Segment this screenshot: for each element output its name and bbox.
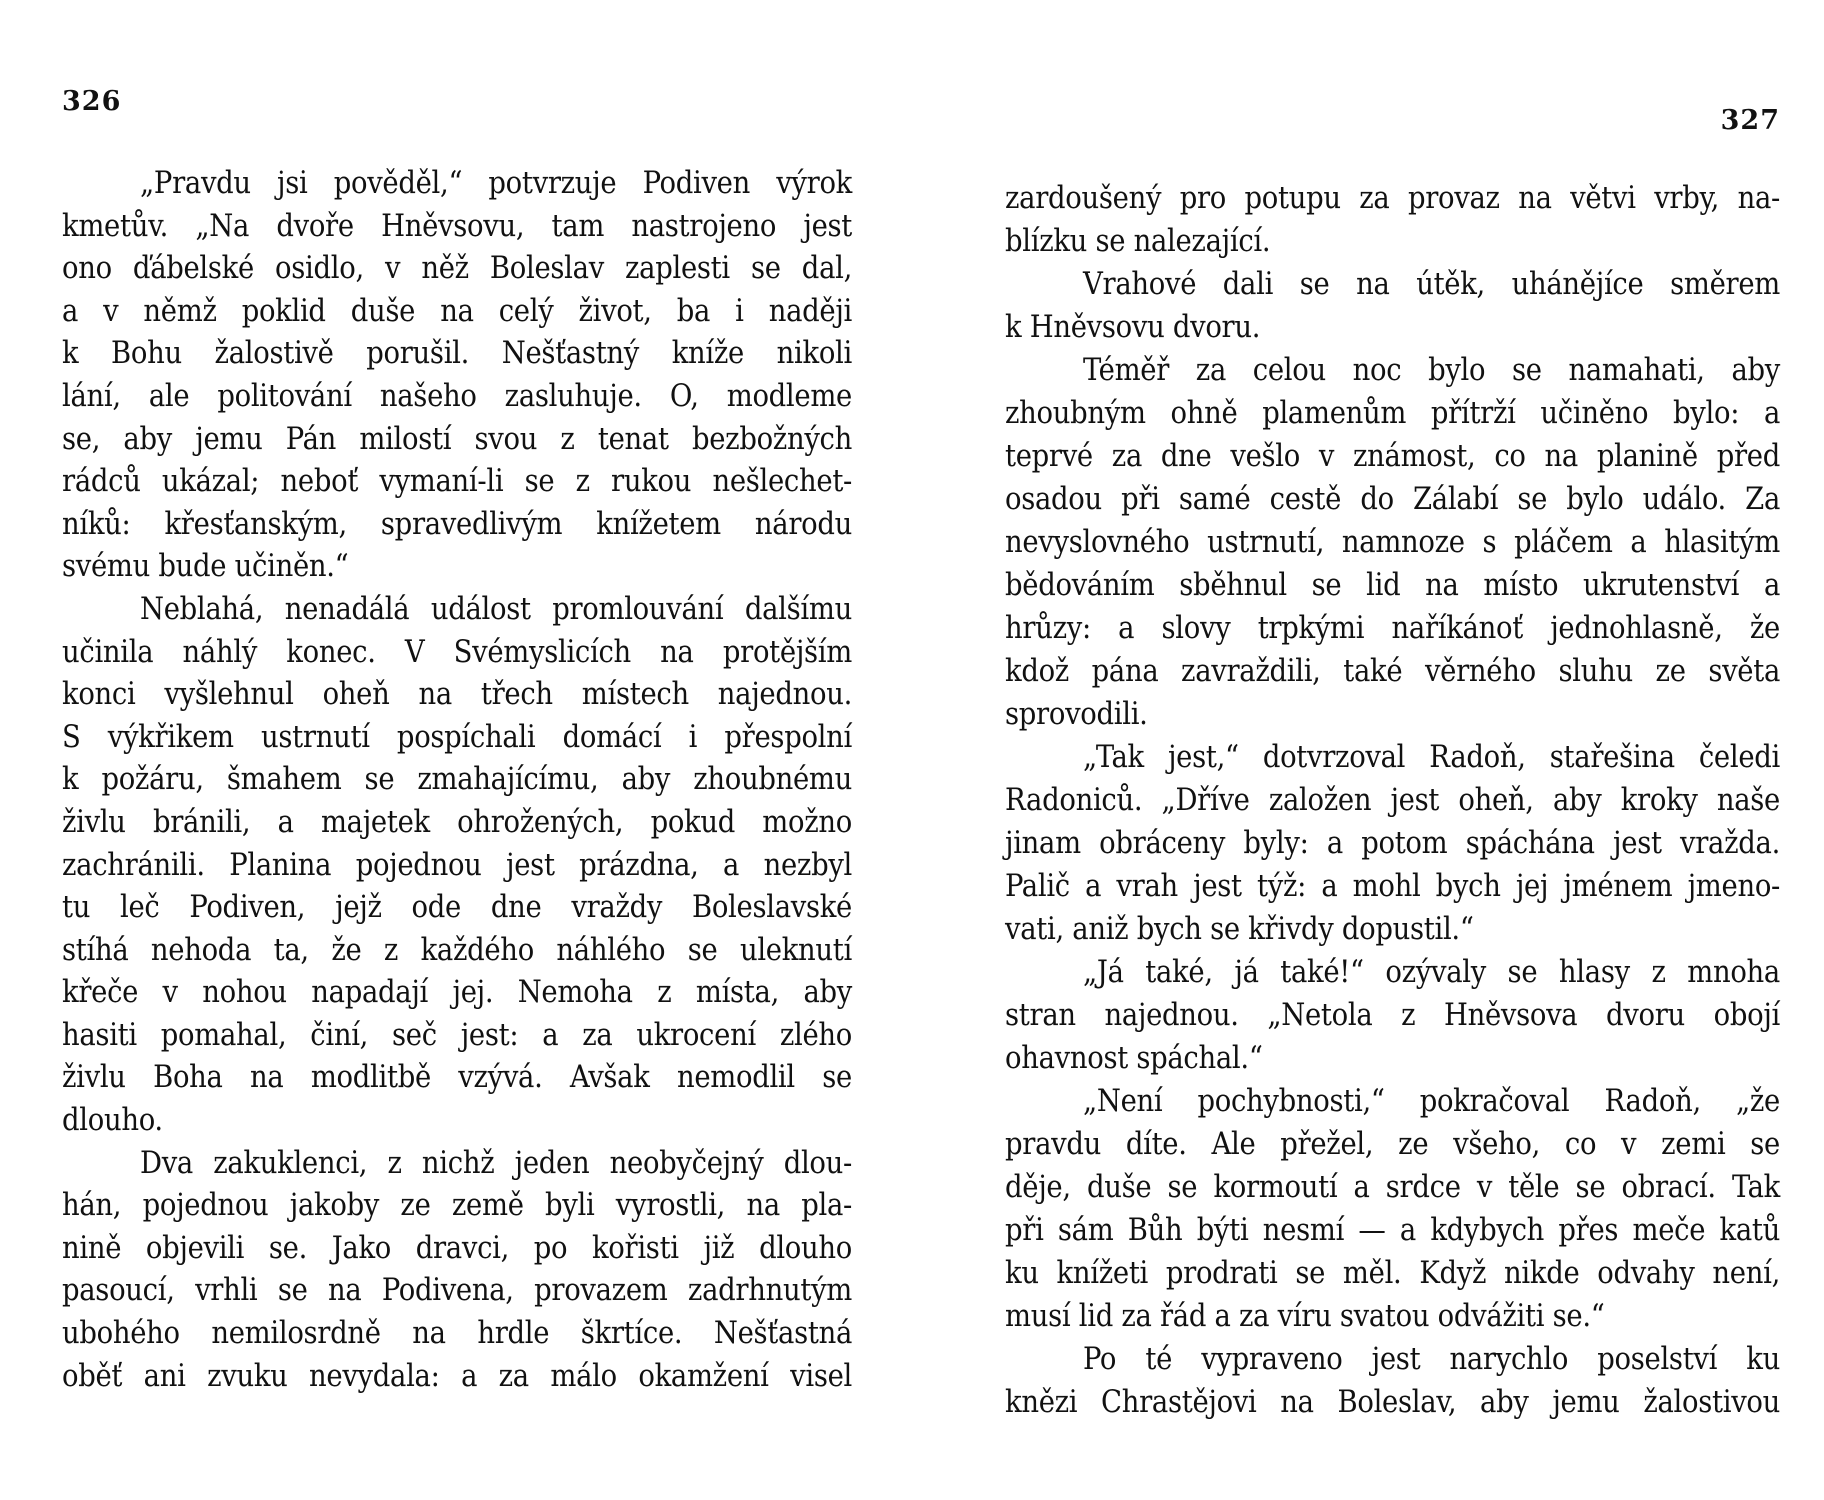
- text-line: živlu Boha na modlitbě vzývá. Avšak nemodlil se: [62, 1060, 852, 1096]
- text-line: stíhá nehoda ta, že z každého náhlého se uleknutí: [62, 932, 852, 968]
- text-line: kmetův. „Na dvoře Hněvsovu, tam nastrojeno jest: [62, 208, 852, 244]
- text-line: stran najednou. „Netola z Hněvsova dvoru obojí: [1005, 998, 1780, 1033]
- text-line: dlouho.: [62, 1103, 163, 1139]
- text-line: osadou při samé cestě do Zálabí se bylo událo. Za: [1005, 482, 1780, 517]
- text-line: sprovodili.: [1005, 697, 1148, 732]
- text-line: Vrahové dali se na útěk, uhánějíce směrem: [1083, 267, 1780, 302]
- text-line: nevyslovného ustrnutí, namnoze s pláčem a hlasitým: [1005, 525, 1780, 560]
- page-text: [1005, 177, 1780, 1424]
- right-page: [1005, 0, 1780, 1500]
- text-line: níků: křesťanským, spravedlivým knížetem národu: [62, 506, 852, 542]
- text-line: ubohého nemilosrdně na hrdle škrtíce. Nešťastná: [62, 1316, 852, 1352]
- page-number: 327: [1720, 105, 1780, 136]
- text-line: ono ďábelské osidlo, v něž Boleslav zaplesti se dal,: [62, 251, 852, 287]
- text-line: „Já také, já také!“ ozývaly se hlasy z mnoha: [1083, 955, 1780, 990]
- text-line: Po té vypraveno jest narychlo poselství ku: [1083, 1342, 1780, 1377]
- text-line: Neblahá, nenadálá událost promlouvání dalšímu: [140, 591, 852, 627]
- text-line: hasiti pomahal, činí, seč jest: a za ukrocení zlého: [62, 1017, 852, 1053]
- text-line: hrůzy: a slovy trpkými naříkánoť jednohlasně, že: [1005, 611, 1780, 646]
- text-line: ku knížeti prodrati se měl. Když nikde odvahy není,: [1005, 1256, 1780, 1291]
- text-line: rádců ukázal; neboť vymaní-li se z rukou nešlechet-: [62, 464, 852, 500]
- text-line: blízku se nalezající.: [1005, 224, 1271, 259]
- text-line: oběť ani zvuku nevydala: a za málo okamžení visel: [62, 1358, 852, 1394]
- text-line: se, aby jemu Pán milostí svou z tenat bezbožných: [62, 421, 852, 457]
- page-number: 326: [62, 86, 122, 117]
- left-page: [62, 0, 852, 1500]
- text-line: lání, ale politování našeho zasluhuje. O, modleme: [62, 378, 852, 414]
- text-line: k požáru, šmahem se zmahajícímu, aby zhoubnému: [62, 762, 852, 798]
- text-line: pravdu díte. Ale přežel, ze všeho, co v zemi se: [1005, 1127, 1780, 1162]
- text-line: jinam obráceny byly: a potom spáchána jest vražda.: [1005, 826, 1780, 861]
- text-line: kdož pána zavraždili, také věrného sluhu ze světa: [1005, 654, 1780, 689]
- text-line: knězi Chrastějovi na Boleslav, aby jemu žalostivou: [1005, 1385, 1780, 1420]
- text-line: zhoubným ohně plamenům přítrží učiněno bylo: a: [1005, 396, 1780, 431]
- text-line: „Není pochybnosti,“ pokračoval Radoň, „že: [1083, 1084, 1780, 1119]
- text-line: musí lid za řád a za víru svatou odvážiti se.“: [1005, 1299, 1605, 1334]
- text-line: k Bohu žalostivě porušil. Nešťastný kníže nikoli: [62, 336, 852, 372]
- text-line: pasoucí, vrhli se na Podivena, provazem zadrhnutým: [62, 1273, 852, 1309]
- text-line: tu leč Podiven, jejž ode dne vraždy Boleslavské: [62, 890, 852, 926]
- text-line: nině objevili se. Jako dravci, po kořisti již dlouho: [62, 1230, 852, 1266]
- text-line: teprvé za dne vešlo v známost, co na planině před: [1005, 439, 1780, 474]
- text-line: „Pravdu jsi pověděl,“ potvrzuje Podiven výrok: [140, 166, 852, 201]
- text-line: živlu bránili, a majetek ohrožených, pokud možno: [62, 804, 852, 840]
- text-line: Palič a vrah jest týž: a mohl bych jej jménem jmeno-: [1005, 869, 1780, 904]
- text-line: S výkřikem ustrnutí pospíchali domácí i přespolní: [62, 719, 852, 755]
- text-line: děje, duše se kormoutí a srdce v těle se obrací. Tak: [1005, 1170, 1780, 1205]
- text-line: k Hněvsovu dvoru.: [1005, 310, 1261, 345]
- page-text: [62, 163, 852, 1398]
- text-line: křeče v nohou napadají jej. Nemoha z místa, aby: [62, 975, 852, 1011]
- text-line: „Tak jest,“ dotvrzoval Radoň, stařešina čeledi: [1083, 740, 1780, 775]
- text-line: svému bude učiněn.“: [62, 549, 349, 585]
- text-line: zardoušený pro potupu za provaz na větvi vrby, na-: [1005, 181, 1780, 216]
- text-line: učinila náhlý konec. V Svémyslicích na protějším: [62, 634, 852, 670]
- text-line: bědováním sběhnul se lid na místo ukrutenství a: [1005, 568, 1780, 603]
- text-line: Téměř za celou noc bylo se namahati, aby: [1083, 353, 1780, 388]
- text-line: při sám Bůh býti nesmí — a kdybych přes meče katů: [1005, 1213, 1780, 1248]
- text-line: vati, aniž bych se křivdy dopustil.“: [1005, 912, 1474, 947]
- text-line: a v němž poklid duše na celý život, ba i naději: [62, 293, 852, 329]
- text-line: ohavnost spáchal.“: [1005, 1041, 1263, 1076]
- text-line: zachránili. Planina pojednou jest prázdna, a nezbyl: [62, 847, 852, 883]
- text-line: Radoniců. „Dříve založen jest oheň, aby kroky naše: [1005, 783, 1780, 818]
- text-line: konci vyšlehnul oheň na třech místech najednou.: [62, 677, 852, 713]
- text-line: hán, pojednou jakoby ze země byli vyrostli, na pla-: [62, 1188, 852, 1224]
- text-line: Dva zakuklenci, z nichž jeden neobyčejný dlou-: [140, 1145, 852, 1181]
